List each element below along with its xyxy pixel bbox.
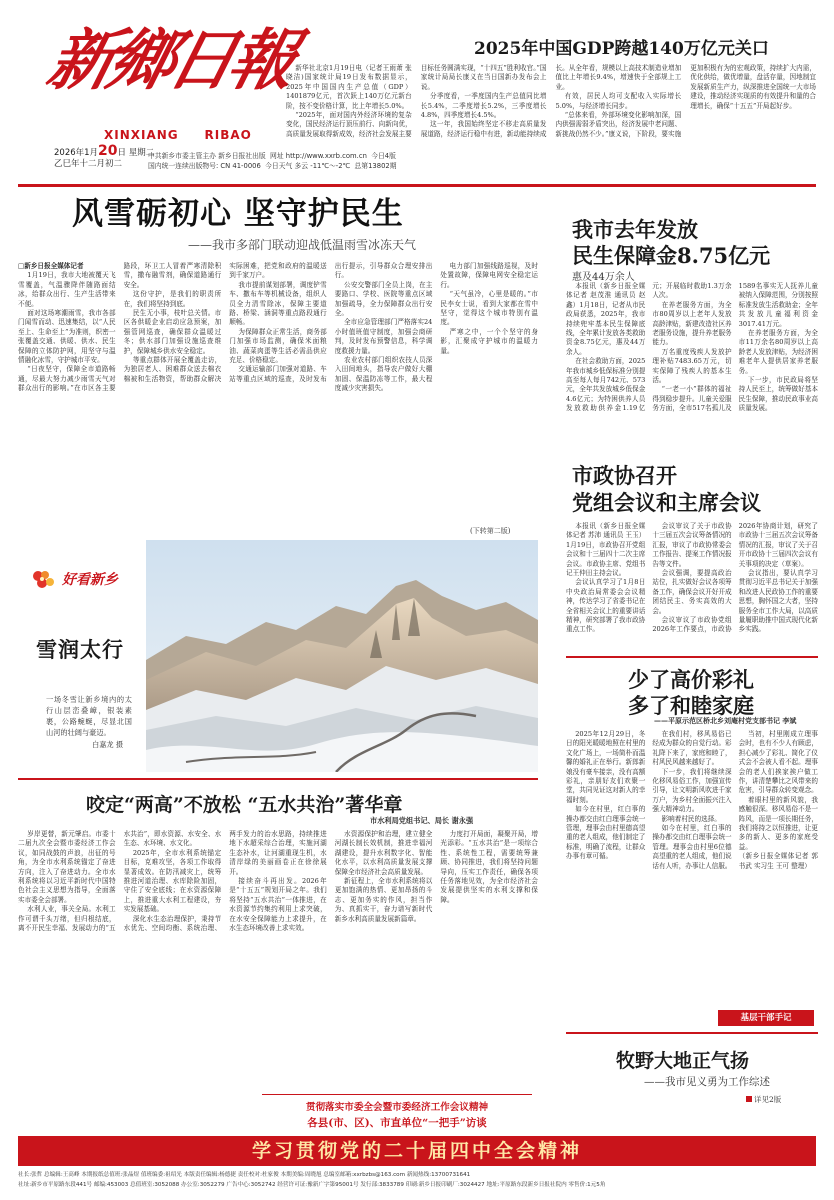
betrothal-para: 着眼村里的新风貌，我感触很深。移风易俗不是一阵风，而是一项长期任务，我们将持之以恒推进，让更多的新人、更多的家庭受益。 — [738, 795, 818, 851]
water-para: 深化水生态治理保护，秉持节水优先、空间均衡、系统治理、两手发力的治水思路，持续推进地下水超采综合治理，实施河湖生态补水，让河湖重现生机，水清岸绿的美丽画卷正在徐徐展开。 — [123, 830, 327, 933]
issue-number: 总第13802期 — [354, 162, 397, 170]
storm-para: 农业农村部门组织农技人员深入田间地头，指导农户做好大棚加固、保温防冻等工作，最大程度减少灾害损失。 — [334, 356, 433, 393]
betrothal-para: 如今在村里，红白事的操办都交由红白理事会统一管理，理事会由村里德高望重的老人组成，他们制定了标准，明确了流程，让群众办事有章可循。 — [566, 805, 646, 861]
storm-para: 民生无小事，枝叶总关情。市区各供暖企业启动应急预案，加强管网巡查，确保群众温暖过冬；供水部门加强设施巡查维护，保障城乡供水安全稳定。 — [123, 309, 222, 355]
storm-para: 为保障群众正常生活，商务部门加强市场监测，确保米面粮油、蔬菜肉蛋等生活必需品供应充足、价格稳定。 — [229, 327, 327, 365]
livelihood-para: 万名重度残疾人发放护理补贴7483.65万元，切实保障了残疾人的基本生活。 — [652, 347, 732, 385]
betrothal-para: 2025年12月29日，冬日的阳光暖暖地照在村里的文化广场上，一场简朴而温馨的婚礼正在举行。新郎新娘没有豪车接亲，没有高额彩礼，亲朋好友们欢聚一堂，共同见证这对新人的幸福时刻。 — [566, 730, 646, 804]
storm-para: 1月19日，我市大地被覆天飞雪覆盖，气温骤降伴随路面结冰，给群众出行、生产生活带来不便。 — [18, 271, 116, 308]
water-para: 接续奋斗再出发。2026年是“十五五”规划开局之年。我们将坚持“五水共治”一体推进，在水资源节约集约利用上求突破，在水安全保障能力上求提升，在水生态环境改善上求实效。 — [229, 877, 327, 933]
page-count: 今日4版 — [371, 152, 396, 160]
photo-caption: 一场冬雪让新乡境内的太行山层峦叠嶂，银装素裹，公路蜿蜒，尽显北国山河的壮阔与豪迈。 — [46, 695, 132, 737]
diary-label-text: 基层干部手记 — [740, 1013, 792, 1023]
cppcc-para: 会议审议了市政协党组2026年工作要点，市政协2026年协商计划，研究了市政协十三届五次会议筹备情况的汇报，审议了关于召开市政协十三届四次会议有关事项的决定（草案）。 — [652, 522, 818, 634]
betrothal-para: 下一步，我们将继续深化移风易俗工作，加强宣传引导，让文明新风吹进千家万户，为乡村全面振兴注入强大精神动力。 — [652, 767, 732, 814]
betrothal-headline-1: 少了高价彩礼 — [628, 667, 754, 692]
storm-para: 这份守护，是我们的职责所在，我们将坚持到底。 — [123, 290, 222, 308]
photo-column-label — [28, 566, 138, 594]
livelihood-para: 本报讯（新乡日报全媒体记者 赵茂淮 通讯员 赵鑫）1月18日，记者从市民政局获悉，2025年，我市持续兜牢基本民生保障底线，全年累计发放各类救助资金8.75亿元，惠及44万余人。 — [566, 282, 646, 356]
gdp-para: 新华社北京1月19日电（记者王雨萧 张晓洁)国家统计局19日发布数据显示，2025年中国国内生产总值（GDP）1401879亿元，首次跃上140万亿元新台阶，按不变价格计算，比上年增长5.0%。 — [286, 64, 412, 110]
betrothal-headline-2: 多了和睦家庭 — [628, 693, 754, 718]
masthead-rule — [18, 184, 816, 187]
water-byline: 市水利局党组书记、局长 谢永强 — [370, 816, 474, 825]
snowy-mountain-image — [146, 540, 538, 772]
sponsor: 中共新乡市委主管主办 新乡日报社出版 — [148, 152, 266, 160]
betrothal-para: 如今在村里，红白事的操办都交由红白理事会统一管理。理事会由村里6位德高望重的老人组成，他们说话有人听，办事让人信服。 — [652, 824, 732, 870]
storm-para: 我市提前谋划部署，调度铲雪车、撒布车等机械设备，组织人员全力清雪除冰，保障主要道路、桥梁、涵洞等重点路段通行顺畅。 — [229, 280, 327, 327]
storm-para: 电力部门加强线路巡视，及时处置故障，保障电网安全稳定运行。 — [440, 262, 538, 289]
betrothal-subhead: ——平原示范区桥北乡刘庵村党支部书记 李斌 — [654, 716, 797, 725]
masthead-date — [54, 143, 155, 170]
date-day: 20 — [98, 143, 118, 159]
storm-para: 严寒之中，一个个坚守的身影，汇聚成守护城市的温暖力量。 — [440, 327, 538, 355]
storm-para: 全市应急管理部门严格落实24小时值班值守制度，加强会商研判，及时发布预警信息，科学调度救援力量。 — [334, 318, 433, 355]
storm-para: 交通运输部门加强对道路、车站等重点区域的巡查，及时发布出行提示，引导群众合理安排出行。 — [229, 262, 433, 383]
gdp-para: 分季度看，一季度国内生产总值同比增长5.4%，二季度增长5.2%，三季度增长4.8%，四季度增长4.5%。 — [420, 92, 547, 120]
gdp-para: 有效，居民人均可支配收入实际增长5.0%，与经济增长同步。 — [555, 92, 682, 110]
betrothal-body — [566, 730, 818, 1048]
storm-subhead: ——我市多部门联动迎战低温雨雪冰冻天气 — [188, 238, 417, 252]
footer-line-1: 社长:张哲 总编辑:王高峰 本期报纸总值班:张晶煜 值班编委:祖绍光 本版责任编辑:杨德捷 责任校对:杜家俊 本期美编:周晓旭 总编室邮箱:xxrbzbs@163.com 新闻热线:13700731641 — [18, 1172, 471, 1178]
interview-banner-line-2: 各县(市、区)、市直单位“一把手”访谈 — [307, 1117, 487, 1129]
masthead-logo — [40, 12, 300, 108]
water-para: 2025年，全市水利系统锚定目标，克难攻坚，各项工作取得显著成效。在防汛减灾上，统筹推进河道治理、水库除险加固，守住了安全底线；在水资源保障上，推进重大水利工程建设，夯实发展基础。 — [123, 848, 222, 914]
lunar-date: 乙巳年十二月初二 — [54, 159, 123, 169]
right-rule — [566, 656, 818, 658]
photo-taihang — [146, 540, 538, 772]
footer-line-2: 社址:新乡市平原路东段441号 邮编:453003 总值班室:3052088 办公室:3052279 广告中心:3052742 经营许可证:豫新广字第95001号 发行部:3833789 印刷:新乡日报印刷厂:3024427 地址:平原路东段新乡日报社院内 零售价:1元5角 — [18, 1182, 606, 1188]
courage-pointer-text: 详见2版 — [754, 1095, 782, 1104]
storm-para: 面对这场寒潮雨雪，我市各部门闻雪而动、迅速集结，以“人民至上、生命至上”为准则，织密一张覆盖交通、供暖、供水、民生保障的立体防护网，用坚守与温情融化冰雪，守护城市平安。 — [18, 309, 116, 365]
courage-rule — [566, 1032, 818, 1034]
gdp-headline: 2025年中国GDP跨越140万亿元关口 — [474, 39, 769, 59]
pinyin-2: RIBAO — [204, 128, 252, 142]
cppcc-para: 会议审议了关于市政协十三届五次会议筹备情况的汇报，审议了市政协常委会工作报告、提案工作情况报告等文件。 — [652, 522, 732, 568]
cppcc-para: 会议指出，要认真学习贯彻习近平总书记关于加强和改进人民政协工作的重要思想，胸怀国之大者，坚持服务全市工作大局，以高质量履职助推中国式现代化新乡实践。 — [738, 569, 818, 634]
gdp-para: 这一年，我国始终坚定不移走高质量发展道路，经济运行稳中有进，新动能持续成长。从全年看，规模以上高技术制造业增加值比上年增长9.4%，增速快于全部规上工业。 — [420, 64, 682, 138]
livelihood-para: 在社会救助方面，2025年我市城乡低保标准分别提高至每人每月742元、573元，全年共发放城乡低保金4.6亿元；为特困供养人员发放救助供养金1.19亿元；开展临时救助1.3万余人次。 — [566, 282, 732, 413]
betrothal-para: 当初，村里刚成立理事会时，也有不少人有顾虑，担心减少了彩礼、简化了仪式会不会被人看不起。理事会的老人们挨家挨户做工作，讲清楚攀比之风带来的危害，引导群众转变观念。 — [738, 730, 818, 795]
water-body — [18, 830, 538, 1132]
website: 网址 http://www.xxrb.com.cn — [270, 152, 367, 160]
water-headline: 咬定“两高”不放松 “五水共治”著华章 — [86, 794, 403, 816]
date-tail: 日 星期二 — [117, 148, 155, 158]
betrothal-para: 在我们村，移风易俗已经成为群众的自觉行动。彩礼降下来了，家庭和睦了，村风民风越来越好了。 — [652, 730, 732, 767]
cppcc-para: 会议强调，要提高政治站位，扎实做好会议各项筹备工作，确保会议开好开成团结民主、务实高效的大会。 — [652, 569, 732, 615]
photo-credit: 白嘉龙 摄 — [92, 740, 124, 749]
storm-para: “天气虽冷，心里是暖的。”市民李女士说，看到大家都在雪中坚守，觉得这个城市特别有温度。 — [440, 290, 538, 327]
column-label-text: 好看新乡 — [62, 572, 118, 588]
pinyin-1: XINXIANG — [104, 128, 179, 142]
storm-para: “日夜坚守，保障全市道路畅通，尽最大努力减少雨雪天气对群众出行的影响。”在市区各主要路段，环卫工人冒着严寒清除积雪，撒布融雪剂，确保道路通行安全。 — [18, 262, 222, 393]
cppcc-headline-2: 党组会议和主席会议 — [572, 490, 761, 515]
storm-para: 等重点群体开展全覆盖走访，为独居老人、困难群众送去棉衣棉被和生活物资，帮助群众解决实际困难，把党和政府的温暖送到千家万户。 — [123, 262, 327, 383]
storm-byline: □新乡日报全媒体记者 — [18, 262, 84, 270]
cppcc-para: 会议认真学习了1月8日中央政治局常委会会议精神，传达学习了省委书记在全省相关会议上的重要讲话精神，研究部署了我市政协重点工作。 — [566, 578, 646, 634]
gdp-body — [286, 64, 816, 180]
courage-headline: 牧野大地正气扬 — [616, 1050, 750, 1072]
water-para: 水利人业，事关全局。水利工作可谓千头万绪，但归根结底，离不开民生幸福、发展动力的“五水共治”，即水资源、水安全、水生态、水环境、水文化。 — [18, 830, 222, 933]
flower-icon — [28, 568, 58, 592]
water-para: 新征程上，全市水利系统将以更加饱满的热情、更加昂扬的斗志、更加务实的作风，担当作为、真抓实干，奋力谱写新时代新乡水利高质量发展新篇章。 — [334, 877, 433, 923]
livelihood-deck: 惠及44万余人 — [572, 272, 635, 283]
date-main: 2026年1月 — [54, 148, 99, 158]
courage-subhead: ——我市见义勇为工作综述 — [644, 1076, 770, 1088]
spirit-banner — [18, 1136, 816, 1166]
livelihood-body — [566, 282, 818, 446]
courage-pointer[interactable] — [746, 1094, 781, 1105]
storm-body — [18, 262, 538, 524]
storm-para: 公安交警部门全员上岗，在主要路口、学校、医院等重点区域加强疏导，全力保障群众出行安全。 — [334, 280, 433, 318]
interview-banner-line-1: 贯彻落实市委全会暨市委经济工作会议精神 — [305, 1102, 489, 1113]
storm-continued: (下转第二版) — [470, 527, 511, 535]
section-rule — [18, 778, 538, 780]
water-para: 岁岸更替，新元肇启。市委十二届九次全会暨市委经济工作会议，如同战鼓的声浪，出征的号角，为全市水利系统锚定了奋进方向，注入了奋进动力。全市水利系统将以习近平新时代中国特色社会主义思想为指导，全面落实市委全会部署。 — [18, 830, 116, 904]
livelihood-headline-2: 民生保障金8.75亿元 — [572, 243, 771, 268]
livelihood-para: “一老一小”群体的福祉得到稳步提升。儿童关爱服务方面，全市517名孤儿及1589名事实无人抚养儿童被纳入保障范围，分别按照标准发放生活救助金；全年共发放儿童福利资金3017.41万元。 — [652, 282, 818, 413]
weather: 今日天气 多云 -11℃～-2℃ — [265, 162, 351, 170]
spirit-banner-text: 学习贯彻党的二十届四中全会精神 — [251, 1140, 582, 1162]
pointer-marker-icon — [746, 1096, 752, 1102]
livelihood-para: 下一步，市民政局将坚持人民至上，统筹做好基本民生保障，推动民政事业高质量发展。 — [738, 376, 818, 413]
diary-label — [718, 1010, 814, 1026]
interview-banner — [262, 1094, 532, 1132]
betrothal-para: 影响着村民的选择。 — [661, 814, 721, 823]
water-para: 力度打开局面，凝聚开局，增光添彩。“五水共治”是一项综合性、系统性工程，需要统筹兼顾、协同推进，我们将坚持问题导向，压实工作责任，确保各项任务落地见效，为全市经济社会发展提供坚实的水利支撑和保障。 — [440, 830, 538, 904]
gdp-para: “总体来看，外部环境变化影响加深，国内供强需弱矛盾突出，经济发展中老问题、新挑战仍然不少。”康义说，下阶段，要实施更加积极有为的宏观政策，持续扩大内需，优化供给，做优增量，盘活存量，因地制宜发展新质生产力，纵深推进全国统一大市场建设，推动经济实现质的有效提升和量的合理增长，确保“十五五”开局起好步。 — [555, 64, 816, 138]
photo-title: 雪润太行 — [36, 637, 124, 662]
gdp-para: “2025年，面对国内外经济环境的复杂变化，国民经济运行顶压前行、向新向优，高质量发展取得新成效，经济社会发展主要目标任务圆满实现，“十四五”胜利收官。”国家统计局局长康义在当日国新办发布会上说。 — [286, 64, 547, 138]
masthead-name: 新鄉日報 — [40, 21, 300, 99]
cppcc-body — [566, 522, 818, 650]
cn-code: 国内统一连续出版物号: CN 41-0006 — [148, 162, 261, 170]
livelihood-para: 在养老服务方面，为全市80周岁以上老年人发放高龄津贴，新建改造社区养老服务设施，提升养老服务能力。 — [652, 300, 732, 347]
footer — [18, 1170, 816, 1190]
betrothal-credit: （新乡日报全媒体记者 郭书武 实习生 王可 整理） — [738, 852, 818, 870]
water-para: 水资源保护和治理，建立健全河湖长制长效机制，推进幸福河湖建设，提升水利数字化、智能化水平，以水利高质量发展支撑保障全市经济社会高质量发展。 — [334, 830, 433, 876]
storm-headline: 风雪砺初心 坚守护民生 — [72, 196, 404, 232]
cppcc-headline-1: 市政协召开 — [572, 463, 677, 488]
cppcc-para: 本报讯（新乡日报全媒体记者 苏沛 通讯员 王玉）1月19日，市政协召开党组会议和十三届四十二次主席会议。市政协主席、党组书记王仲田主持会议。 — [566, 522, 646, 578]
livelihood-headline-1: 我市去年发放 — [572, 217, 698, 242]
masthead-pinyin — [104, 128, 284, 142]
livelihood-para: 在养老服务方面，为全市11万余名80周岁以上高龄老人发放津贴，为经济困难老年人提供居家养老服务。 — [738, 329, 818, 375]
